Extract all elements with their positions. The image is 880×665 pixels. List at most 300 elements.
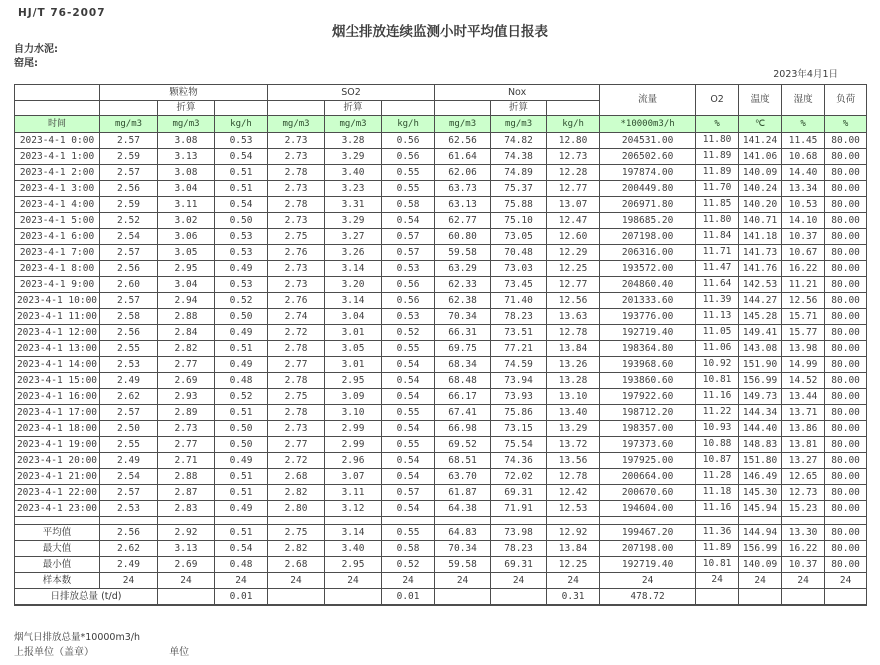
- hour-row: [15, 325, 867, 341]
- value-cell: 0.55: [382, 181, 435, 197]
- value-cell: 0.49: [215, 501, 268, 517]
- value-cell: 15.71: [782, 309, 825, 325]
- spacer-cell: [158, 517, 215, 525]
- value-cell: 14.52: [782, 373, 825, 389]
- value-cell: 0.49: [215, 325, 268, 341]
- value-cell: 3.26: [325, 245, 382, 261]
- value-cell: 68.34: [435, 357, 491, 373]
- value-cell: 12.47: [547, 213, 600, 229]
- hour-row: [15, 373, 867, 389]
- value-cell: 156.99: [739, 373, 782, 389]
- value-cell: 80.00: [825, 261, 867, 277]
- value-cell: 11.89: [696, 149, 739, 165]
- value-cell: 193968.60: [600, 357, 696, 373]
- col-temperature: 温度: [739, 85, 782, 116]
- value-cell: 194604.00: [600, 501, 696, 517]
- value-cell: 11.89: [696, 165, 739, 181]
- value-cell: 2.87: [158, 485, 215, 501]
- value-cell: 140.09: [739, 165, 782, 181]
- value-cell: 2.84: [158, 325, 215, 341]
- value-cell: 0.51: [215, 181, 268, 197]
- value-cell: 62.38: [435, 293, 491, 309]
- value-cell: 73.15: [491, 421, 547, 437]
- value-cell: 2.80: [268, 501, 325, 517]
- daily-total-cell: 478.72: [600, 589, 696, 606]
- value-cell: 2.49: [100, 453, 158, 469]
- value-cell: 0.51: [215, 485, 268, 501]
- unit-cell: *10000m3/h: [600, 116, 696, 133]
- summary-value-cell: 10.37: [782, 557, 825, 573]
- value-cell: 11.13: [696, 309, 739, 325]
- summary-value-cell: 80.00: [825, 557, 867, 573]
- value-cell: 2.77: [268, 357, 325, 373]
- company-name: 自力水泥:: [14, 44, 58, 55]
- summary-value-cell: 2.69: [158, 557, 215, 573]
- reporting-unit-label: 上报单位（盖章）: [14, 647, 94, 658]
- value-cell: 206316.00: [600, 245, 696, 261]
- value-cell: 12.73: [547, 149, 600, 165]
- value-cell: 0.54: [382, 421, 435, 437]
- value-cell: 207198.00: [600, 229, 696, 245]
- value-cell: 10.67: [782, 245, 825, 261]
- value-cell: 3.40: [325, 165, 382, 181]
- value-cell: 3.11: [158, 197, 215, 213]
- value-cell: 193572.00: [600, 261, 696, 277]
- time-cell: 2023-4-1 1:00: [15, 149, 100, 165]
- col-flow: 流量: [600, 85, 696, 116]
- summary-row: [15, 573, 867, 589]
- value-cell: 2.95: [325, 373, 382, 389]
- value-cell: 151.90: [739, 357, 782, 373]
- table-body: [15, 133, 867, 606]
- value-cell: 144.27: [739, 293, 782, 309]
- hour-row: [15, 229, 867, 245]
- value-cell: 198685.20: [600, 213, 696, 229]
- value-cell: 2.72: [268, 325, 325, 341]
- value-cell: 2.49: [100, 373, 158, 389]
- summary-value-cell: 0.55: [382, 525, 435, 541]
- value-cell: 2.88: [158, 469, 215, 485]
- summary-value-cell: 0.54: [215, 541, 268, 557]
- value-cell: 10.93: [696, 421, 739, 437]
- value-cell: 11.70: [696, 181, 739, 197]
- monitoring-table: [14, 84, 867, 606]
- value-cell: 68.48: [435, 373, 491, 389]
- value-cell: 12.78: [547, 325, 600, 341]
- value-cell: 145.28: [739, 309, 782, 325]
- value-cell: 69.52: [435, 437, 491, 453]
- value-cell: 2.53: [100, 357, 158, 373]
- hour-row: [15, 437, 867, 453]
- value-cell: 3.29: [325, 149, 382, 165]
- value-cell: 66.31: [435, 325, 491, 341]
- summary-value-cell: 0.48: [215, 557, 268, 573]
- time-cell: 2023-4-1 5:00: [15, 213, 100, 229]
- summary-value-cell: 2.95: [325, 557, 382, 573]
- value-cell: 12.53: [547, 501, 600, 517]
- value-cell: 2.77: [158, 437, 215, 453]
- hour-row: [15, 197, 867, 213]
- value-cell: 11.28: [696, 469, 739, 485]
- value-cell: 143.08: [739, 341, 782, 357]
- summary-value-cell: 207198.00: [600, 541, 696, 557]
- value-cell: 192719.40: [600, 325, 696, 341]
- value-cell: 11.71: [696, 245, 739, 261]
- value-cell: 2.57: [100, 165, 158, 181]
- summary-value-cell: 2.92: [158, 525, 215, 541]
- value-cell: 204531.00: [600, 133, 696, 149]
- value-cell: 11.80: [696, 213, 739, 229]
- value-cell: 2.78: [268, 341, 325, 357]
- spacer-cell: [215, 517, 268, 525]
- value-cell: 2.94: [158, 293, 215, 309]
- value-cell: 80.00: [825, 485, 867, 501]
- value-cell: 198712.20: [600, 405, 696, 421]
- time-cell: 2023-4-1 10:00: [15, 293, 100, 309]
- value-cell: 0.57: [382, 485, 435, 501]
- value-cell: 80.00: [825, 325, 867, 341]
- station-name: 窑尾:: [14, 58, 38, 69]
- unit-cell: ℃: [739, 116, 782, 133]
- daily-total-cell: [739, 589, 782, 606]
- summary-value-cell: 2.82: [268, 541, 325, 557]
- value-cell: 10.81: [696, 373, 739, 389]
- time-cell: 2023-4-1 16:00: [15, 389, 100, 405]
- value-cell: 141.24: [739, 133, 782, 149]
- value-cell: 13.56: [547, 453, 600, 469]
- value-cell: 2.57: [100, 245, 158, 261]
- value-cell: 80.00: [825, 389, 867, 405]
- value-cell: 3.31: [325, 197, 382, 213]
- value-cell: 75.88: [491, 197, 547, 213]
- value-cell: 11.21: [782, 277, 825, 293]
- value-cell: 3.05: [158, 245, 215, 261]
- spacer-cell: [600, 517, 696, 525]
- value-cell: 74.59: [491, 357, 547, 373]
- value-cell: 0.54: [215, 149, 268, 165]
- value-cell: 141.06: [739, 149, 782, 165]
- hour-row: [15, 309, 867, 325]
- value-cell: 3.04: [158, 277, 215, 293]
- time-cell: 2023-4-1 23:00: [15, 501, 100, 517]
- daily-total-cell: [325, 589, 382, 606]
- value-cell: 197922.60: [600, 389, 696, 405]
- value-cell: 78.23: [491, 309, 547, 325]
- hour-row: [15, 485, 867, 501]
- value-cell: 2.57: [100, 485, 158, 501]
- group-so2: SO2: [268, 85, 435, 101]
- value-cell: 12.73: [782, 485, 825, 501]
- summary-value-cell: 140.09: [739, 557, 782, 573]
- summary-value-cell: 59.58: [435, 557, 491, 573]
- spacer-cell: [696, 517, 739, 525]
- value-cell: 2.77: [158, 357, 215, 373]
- value-cell: 80.00: [825, 245, 867, 261]
- value-cell: 13.86: [782, 421, 825, 437]
- value-cell: 2.96: [325, 453, 382, 469]
- time-cell: 2023-4-1 18:00: [15, 421, 100, 437]
- value-cell: 13.34: [782, 181, 825, 197]
- value-cell: 0.53: [215, 229, 268, 245]
- time-cell: 2023-4-1 21:00: [15, 469, 100, 485]
- summary-value-cell: 3.14: [325, 525, 382, 541]
- value-cell: 0.52: [215, 293, 268, 309]
- hour-row: [15, 389, 867, 405]
- summary-label: 最小值: [15, 557, 100, 573]
- summary-value-cell: 70.34: [435, 541, 491, 557]
- value-cell: 73.45: [491, 277, 547, 293]
- value-cell: 62.56: [435, 133, 491, 149]
- value-cell: 0.54: [382, 469, 435, 485]
- value-cell: 80.00: [825, 309, 867, 325]
- value-cell: 2.71: [158, 453, 215, 469]
- time-cell: 2023-4-1 19:00: [15, 437, 100, 453]
- time-header-blank: [15, 85, 100, 101]
- value-cell: 74.36: [491, 453, 547, 469]
- value-cell: 13.98: [782, 341, 825, 357]
- value-cell: 0.54: [382, 357, 435, 373]
- value-cell: 2.74: [268, 309, 325, 325]
- value-cell: 0.53: [382, 309, 435, 325]
- value-cell: 80.00: [825, 213, 867, 229]
- time-cell: 2023-4-1 17:00: [15, 405, 100, 421]
- value-cell: 0.56: [382, 149, 435, 165]
- value-cell: 3.23: [325, 181, 382, 197]
- summary-value-cell: 2.49: [100, 557, 158, 573]
- hour-row: [15, 469, 867, 485]
- spacer-cell: [739, 517, 782, 525]
- value-cell: 16.22: [782, 261, 825, 277]
- time-cell: 2023-4-1 0:00: [15, 133, 100, 149]
- value-cell: 3.04: [158, 181, 215, 197]
- hour-row: [15, 421, 867, 437]
- value-cell: 193776.00: [600, 309, 696, 325]
- value-cell: 2.60: [100, 277, 158, 293]
- value-cell: 14.99: [782, 357, 825, 373]
- summary-value-cell: 24: [268, 573, 325, 589]
- value-cell: 74.38: [491, 149, 547, 165]
- summary-value-cell: 24: [547, 573, 600, 589]
- time-cell: 2023-4-1 20:00: [15, 453, 100, 469]
- value-cell: 14.40: [782, 165, 825, 181]
- value-cell: 140.24: [739, 181, 782, 197]
- value-cell: 2.59: [100, 149, 158, 165]
- daily-total-cell: 0.01: [215, 589, 268, 606]
- value-cell: 2.69: [158, 373, 215, 389]
- value-cell: 2.54: [100, 229, 158, 245]
- summary-value-cell: 0.52: [382, 557, 435, 573]
- value-cell: 2.89: [158, 405, 215, 421]
- summary-value-cell: 24: [435, 573, 491, 589]
- value-cell: 11.18: [696, 485, 739, 501]
- value-cell: 0.54: [215, 197, 268, 213]
- summary-value-cell: 156.99: [739, 541, 782, 557]
- value-cell: 149.41: [739, 325, 782, 341]
- value-cell: 13.28: [547, 373, 600, 389]
- value-cell: 2.76: [268, 293, 325, 309]
- value-cell: 11.47: [696, 261, 739, 277]
- group-nox: Nox: [435, 85, 600, 101]
- value-cell: 0.50: [215, 213, 268, 229]
- value-cell: 0.51: [215, 469, 268, 485]
- value-cell: 2.99: [325, 421, 382, 437]
- value-cell: 80.00: [825, 421, 867, 437]
- value-cell: 0.54: [382, 389, 435, 405]
- summary-value-cell: 24: [215, 573, 268, 589]
- value-cell: 2.72: [268, 453, 325, 469]
- summary-value-cell: 69.31: [491, 557, 547, 573]
- value-cell: 75.10: [491, 213, 547, 229]
- value-cell: 80.00: [825, 501, 867, 517]
- group-header-row: [15, 85, 867, 101]
- value-cell: 149.73: [739, 389, 782, 405]
- value-cell: 80.00: [825, 357, 867, 373]
- value-cell: 2.95: [158, 261, 215, 277]
- time-cell: 2023-4-1 13:00: [15, 341, 100, 357]
- value-cell: 2.73: [268, 133, 325, 149]
- value-cell: 0.50: [215, 437, 268, 453]
- value-cell: 13.10: [547, 389, 600, 405]
- value-cell: 2.75: [268, 229, 325, 245]
- value-cell: 59.58: [435, 245, 491, 261]
- value-cell: 0.53: [215, 133, 268, 149]
- value-cell: 0.55: [382, 437, 435, 453]
- value-cell: 3.12: [325, 501, 382, 517]
- value-cell: 0.53: [382, 261, 435, 277]
- summary-value-cell: 11.89: [696, 541, 739, 557]
- summary-value-cell: 24: [739, 573, 782, 589]
- value-cell: 144.34: [739, 405, 782, 421]
- value-cell: 66.17: [435, 389, 491, 405]
- value-cell: 144.40: [739, 421, 782, 437]
- value-cell: 0.50: [215, 421, 268, 437]
- value-cell: 80.00: [825, 293, 867, 309]
- value-cell: 2.57: [100, 293, 158, 309]
- time-cell: 2023-4-1 22:00: [15, 485, 100, 501]
- hour-row: [15, 165, 867, 181]
- value-cell: 2.73: [268, 277, 325, 293]
- value-cell: 62.33: [435, 277, 491, 293]
- value-cell: 3.07: [325, 469, 382, 485]
- value-cell: 12.29: [547, 245, 600, 261]
- summary-value-cell: 144.94: [739, 525, 782, 541]
- value-cell: 2.58: [100, 309, 158, 325]
- value-cell: 80.00: [825, 229, 867, 245]
- value-cell: 73.03: [491, 261, 547, 277]
- value-cell: 0.57: [382, 245, 435, 261]
- value-cell: 77.21: [491, 341, 547, 357]
- summary-value-cell: 24: [158, 573, 215, 589]
- summary-value-cell: 0.58: [382, 541, 435, 557]
- value-cell: 198357.00: [600, 421, 696, 437]
- summary-value-cell: 24: [600, 573, 696, 589]
- time-cell: 2023-4-1 4:00: [15, 197, 100, 213]
- value-cell: 80.00: [825, 149, 867, 165]
- value-cell: 2.59: [100, 197, 158, 213]
- unit-cell: kg/h: [382, 116, 435, 133]
- summary-value-cell: 24: [782, 573, 825, 589]
- value-cell: 141.18: [739, 229, 782, 245]
- summary-value-cell: 12.92: [547, 525, 600, 541]
- value-cell: 63.29: [435, 261, 491, 277]
- value-cell: 197373.60: [600, 437, 696, 453]
- value-cell: 73.05: [491, 229, 547, 245]
- page-title: 烟尘排放连续监测小时平均值日报表: [332, 24, 548, 40]
- value-cell: 201333.60: [600, 293, 696, 309]
- spacer-cell: [268, 517, 325, 525]
- value-cell: 3.08: [158, 165, 215, 181]
- value-cell: 13.07: [547, 197, 600, 213]
- hour-row: [15, 133, 867, 149]
- value-cell: 72.02: [491, 469, 547, 485]
- value-cell: 13.26: [547, 357, 600, 373]
- col-humidity: 湿度: [782, 85, 825, 116]
- value-cell: 3.08: [158, 133, 215, 149]
- value-cell: 0.53: [215, 245, 268, 261]
- summary-value-cell: 64.83: [435, 525, 491, 541]
- summary-label: 平均值: [15, 525, 100, 541]
- value-cell: 12.60: [547, 229, 600, 245]
- summary-value-cell: 0.51: [215, 525, 268, 541]
- value-cell: 3.29: [325, 213, 382, 229]
- value-cell: 11.45: [782, 133, 825, 149]
- daily-total-cell: [825, 589, 867, 606]
- value-cell: 15.23: [782, 501, 825, 517]
- converted-label-pm: 折算: [158, 101, 215, 116]
- time-cell: 2023-4-1 3:00: [15, 181, 100, 197]
- spacer-cell: [15, 517, 100, 525]
- value-cell: 2.73: [158, 421, 215, 437]
- value-cell: 64.38: [435, 501, 491, 517]
- unit-cell: mg/m3: [268, 116, 325, 133]
- value-cell: 11.39: [696, 293, 739, 309]
- unit-cell: mg/m3: [491, 116, 547, 133]
- value-cell: 13.72: [547, 437, 600, 453]
- value-cell: 2.62: [100, 389, 158, 405]
- value-cell: 69.31: [491, 485, 547, 501]
- value-cell: 80.00: [825, 277, 867, 293]
- value-cell: 2.54: [100, 469, 158, 485]
- value-cell: 2.56: [100, 325, 158, 341]
- value-cell: 200449.80: [600, 181, 696, 197]
- value-cell: 75.37: [491, 181, 547, 197]
- value-cell: 2.88: [158, 309, 215, 325]
- summary-row: [15, 541, 867, 557]
- value-cell: 11.22: [696, 405, 739, 421]
- value-cell: 2.93: [158, 389, 215, 405]
- unit-cell: %: [696, 116, 739, 133]
- value-cell: 62.06: [435, 165, 491, 181]
- value-cell: 2.73: [268, 421, 325, 437]
- time-cell: 2023-4-1 8:00: [15, 261, 100, 277]
- summary-value-cell: 199467.20: [600, 525, 696, 541]
- value-cell: 3.14: [325, 293, 382, 309]
- value-cell: 148.83: [739, 437, 782, 453]
- converted-label-nox: 折算: [491, 101, 547, 116]
- summary-value-cell: 2.56: [100, 525, 158, 541]
- unit-cell: %: [825, 116, 867, 133]
- spacer-cell: [782, 517, 825, 525]
- value-cell: 63.13: [435, 197, 491, 213]
- value-cell: 142.53: [739, 277, 782, 293]
- value-cell: 2.73: [268, 213, 325, 229]
- value-cell: 2.78: [268, 197, 325, 213]
- value-cell: 0.55: [382, 165, 435, 181]
- value-cell: 145.30: [739, 485, 782, 501]
- value-cell: 80.00: [825, 373, 867, 389]
- value-cell: 0.55: [382, 405, 435, 421]
- summary-value-cell: 2.75: [268, 525, 325, 541]
